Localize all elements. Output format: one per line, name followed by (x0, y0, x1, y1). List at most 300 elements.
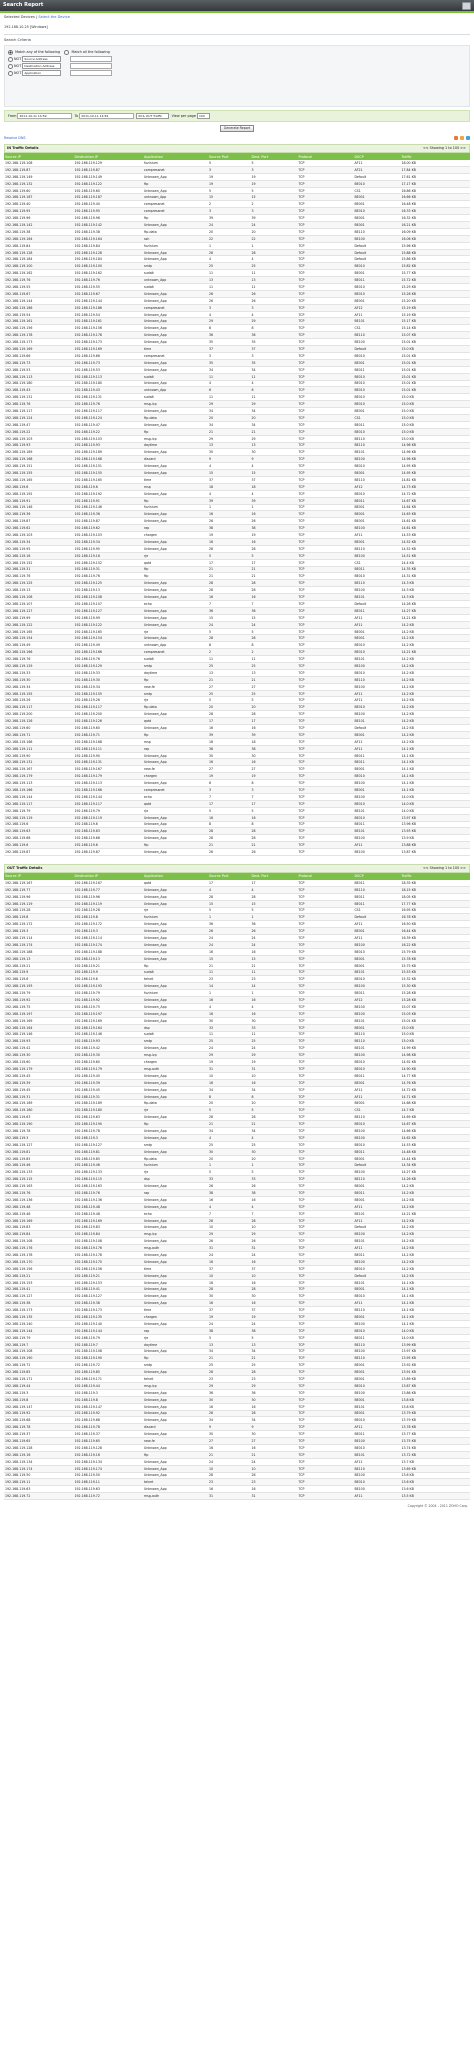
table-cell: TCP (297, 990, 353, 997)
table-cell: 192.168.119.7 (74, 1341, 144, 1348)
table-row (4, 1479, 470, 1486)
table-cell: 192.168.119.53 (4, 366, 74, 373)
table-cell: BE001 (353, 1396, 400, 1403)
table-cell: 192.168.119.173 (4, 339, 74, 346)
export-csv-icon[interactable] (460, 136, 464, 140)
table-row (4, 886, 470, 893)
table-cell: 9 (250, 456, 297, 463)
table-cell: 17 (208, 800, 250, 807)
field-select[interactable]: Application (22, 70, 61, 76)
table-cell: Unknown_App (143, 1045, 208, 1052)
table-cell: 192.168.119.117 (4, 408, 74, 415)
table-row (4, 359, 470, 366)
print-icon[interactable] (462, 2, 471, 10)
table-cell: 192.168.119.128 (4, 1444, 74, 1451)
table-cell: 192.168.119.147 (4, 1403, 74, 1410)
table-cell: TCP (297, 935, 353, 942)
generate-report-button[interactable]: Generate Report (220, 125, 254, 132)
table-cell: Unknown_App (143, 594, 208, 601)
table-cell: 192.168.119.90 (74, 752, 144, 759)
table-cell: TCP (297, 256, 353, 263)
table-cell: TCP (297, 587, 353, 594)
table-cell: 192.168.119.161 (74, 318, 144, 325)
table-row (4, 1148, 470, 1155)
table-cell: 14.2 KB (400, 1203, 470, 1210)
table-cell: 192.168.119.108 (74, 1348, 144, 1355)
table-cell: 39 (250, 731, 297, 738)
table-cell: 5 (208, 160, 250, 166)
table-cell: BE110 (353, 1465, 400, 1472)
table-cell: TCP (297, 1072, 353, 1079)
table-cell: 26 (208, 1183, 250, 1190)
table-cell: 13.5 KB (400, 1493, 470, 1500)
table-cell: 14.2 KB (400, 711, 470, 718)
table-row (4, 1410, 470, 1417)
table-cell: 192.168.119.107 (74, 601, 144, 608)
table-cell: 7 (250, 1210, 297, 1217)
table-cell: 192.168.119.147 (74, 1403, 144, 1410)
column-header[interactable]: Source IP (4, 873, 74, 880)
table-cell: msg-icp (143, 1231, 208, 1238)
table-cell: 7 (250, 793, 297, 800)
field-select[interactable]: Destination Address (22, 63, 61, 69)
table-cell: 37 (250, 346, 297, 353)
table-cell: CS1 (353, 414, 400, 421)
table-cell: 8 (208, 1093, 250, 1100)
table-cell: 192.168.119.16 (74, 1451, 144, 1458)
column-header[interactable]: DSCP (353, 153, 400, 160)
table-cell: 192.168.119.22 (74, 428, 144, 435)
table-cell: msp (143, 738, 208, 745)
to-date-input[interactable]: 2011-10-11 14:59 (79, 113, 134, 119)
table-cell: 192.168.119.166 (4, 649, 74, 656)
table-cell: 192.168.119.42 (74, 1045, 144, 1052)
table-cell: 192.168.119.37 (4, 1431, 74, 1438)
column-header[interactable]: Application (143, 153, 208, 160)
table-cell: TCP (297, 1272, 353, 1279)
table-cell: BE110 (353, 1307, 400, 1314)
table-row (4, 607, 470, 614)
table-row (4, 497, 470, 504)
table-cell: 39 (208, 731, 250, 738)
table-cell: Unknown_App (143, 339, 208, 346)
table-cell: TCP (297, 704, 353, 711)
table-cell: new-fe (143, 683, 208, 690)
table-cell: 14.90 KB (400, 1066, 470, 1073)
view-per-page-label: View per page (171, 114, 196, 118)
table-cell: TCP (297, 1107, 353, 1114)
table-cell: 14.2 KB (400, 663, 470, 670)
table-cell: 15.53 KB (400, 969, 470, 976)
table-cell: 14.2 KB (400, 676, 470, 683)
in-pagination[interactable]: << Showing 1 to 100 >> (422, 146, 466, 150)
table-cell: 21 (208, 1121, 250, 1128)
table-cell: TCP (297, 228, 353, 235)
table-cell: 14.21 KB (400, 649, 470, 656)
table-cell: 192.168.119.111 (4, 745, 74, 752)
table-cell: BE101 (353, 1238, 400, 1245)
table-cell: 7 (208, 1210, 250, 1217)
table-cell: BE100 (353, 849, 400, 856)
table-cell: BE010 (353, 463, 400, 470)
table-cell: 192.168.119.114 (4, 935, 74, 942)
table-row (4, 1431, 470, 1438)
selected-devices-label: Selected Devices (4, 15, 35, 19)
table-cell: 192.168.119.113 (74, 373, 144, 380)
table-cell: 31 (208, 1066, 250, 1073)
table-cell: TCP (297, 1024, 353, 1031)
table-cell: 1 (208, 914, 250, 921)
table-cell: BE110 (353, 1031, 400, 1038)
table-cell: 192.168.119.84 (4, 1231, 74, 1238)
table-cell: 192.168.119.108 (4, 1348, 74, 1355)
table-cell: 192.168.119.174 (74, 1465, 144, 1472)
column-header[interactable]: Source IP (4, 153, 74, 160)
table-cell: 14.1 KB (400, 1293, 470, 1300)
table-cell: 13.74 KB (400, 1444, 470, 1451)
resolve-dns-link[interactable]: Resolve DNS (4, 136, 26, 140)
column-header[interactable]: Traffic (400, 873, 470, 880)
table-cell: BE010 (353, 352, 400, 359)
table-row (4, 325, 470, 332)
table-row (4, 969, 470, 976)
table-cell: TCP (297, 235, 353, 242)
table-cell: TCP (297, 1348, 353, 1355)
table-cell: smtp (143, 1141, 208, 1148)
table-row (4, 311, 470, 318)
table-cell: 5 (208, 187, 250, 194)
table-cell: 192.168.119.60 (4, 187, 74, 194)
table-cell: 15.01 KB (400, 352, 470, 359)
table-cell: 192.168.119.155 (4, 690, 74, 697)
table-cell: Unknown_App (143, 893, 208, 900)
table-cell: 192.168.119.144 (4, 1327, 74, 1334)
table-cell: 14.68 KB (400, 1100, 470, 1107)
table-cell: 192.168.119.127 (4, 1141, 74, 1148)
table-cell: TCP (297, 1190, 353, 1197)
table-cell: 15 (208, 470, 250, 477)
column-header[interactable]: DSCP (353, 873, 400, 880)
table-cell: 24 (250, 941, 297, 948)
table-cell: 192.168.119.126 (74, 718, 144, 725)
table-cell: Unknown_App (143, 1217, 208, 1224)
table-cell: 14.73 KB (400, 483, 470, 490)
table-cell: 192.168.119.165 (4, 628, 74, 635)
table-cell: 28 (208, 587, 250, 594)
table-cell: 192.168.119.99 (74, 614, 144, 621)
table-cell: fuzinium (143, 160, 208, 166)
table-cell: 192.168.119.8 (4, 1396, 74, 1403)
table-cell: TCP (297, 173, 353, 180)
table-cell: 14.1 KB (400, 780, 470, 787)
table-row (4, 1169, 470, 1176)
email-icon[interactable] (466, 136, 470, 140)
table-cell: 14.2 KB (400, 1272, 470, 1279)
table-cell: TCP (297, 1086, 353, 1093)
table-cell: 16.50 KB (400, 921, 470, 928)
table-row (4, 893, 470, 900)
table-cell: TCP (297, 215, 353, 222)
table-cell: 38 (250, 745, 297, 752)
table-cell: 8 (250, 821, 297, 828)
table-cell: 192.168.119.134 (74, 1458, 144, 1465)
table-cell: 13 (250, 277, 297, 284)
table-cell: BE001 (353, 1362, 400, 1369)
table-cell: dsp (143, 1024, 208, 1031)
table-cell: 28 (250, 635, 297, 642)
table-cell: 15.0 KB (400, 401, 470, 408)
table-cell: 15.32 KB (400, 976, 470, 983)
column-header[interactable]: Protocol (297, 153, 353, 160)
table-cell: Default (353, 346, 400, 353)
table-cell: 16 (208, 759, 250, 766)
table-cell: 14.51 KB (400, 552, 470, 559)
table-cell: 192.168.119.91 (74, 497, 144, 504)
table-cell: 13.96 KB (400, 821, 470, 828)
table-cell: Unknown_App (143, 256, 208, 263)
table-cell: msg-icp (143, 1052, 208, 1059)
table-cell: 24 (250, 1458, 297, 1465)
table-cell: TCP (297, 1196, 353, 1203)
table-cell: 36 (208, 921, 250, 928)
table-cell: 192.168.119.168 (4, 456, 74, 463)
not-checkbox[interactable] (8, 71, 13, 76)
column-header[interactable]: Source Port (208, 153, 250, 160)
table-cell: 34 (250, 1128, 297, 1135)
column-header[interactable]: Application (143, 873, 208, 880)
table-cell: 14.27 KB (400, 607, 470, 614)
table-cell: BE110 (353, 886, 400, 893)
table-row (4, 394, 470, 401)
table-cell: ftp (143, 1451, 208, 1458)
table-cell: 15.14 KB (400, 325, 470, 332)
table-cell: 38 (208, 1327, 250, 1334)
table-cell: 192.168.119.179 (74, 1066, 144, 1073)
table-cell: smtp (143, 263, 208, 270)
column-header[interactable]: Destination IP (74, 873, 144, 880)
table-cell: 38 (208, 745, 250, 752)
table-cell: TCP (297, 1121, 353, 1128)
table-cell: 19 (208, 1059, 250, 1066)
table-cell: 1 (250, 1162, 297, 1169)
table-cell: TCP (297, 1224, 353, 1231)
table-row (4, 449, 470, 456)
table-cell: AF11 (353, 1458, 400, 1465)
table-cell: ftp (143, 573, 208, 580)
table-cell: BE010 (353, 800, 400, 807)
table-cell: 192.168.119.200 (74, 711, 144, 718)
table-cell: TCP (297, 635, 353, 642)
table-cell: sudalt (143, 284, 208, 291)
table-cell: 192.168.119.169 (4, 1017, 74, 1024)
table-cell: unknown_App (143, 642, 208, 649)
column-header[interactable]: Source Port (208, 873, 250, 880)
table-row (4, 1031, 470, 1038)
table-cell: 192.168.119.6 (4, 976, 74, 983)
table-cell: 16 (208, 1486, 250, 1493)
table-cell: TCP (297, 690, 353, 697)
table-cell: 11 (208, 284, 250, 291)
table-cell: 1 (208, 504, 250, 511)
table-row (4, 793, 470, 800)
table-cell: 8 (250, 325, 297, 332)
table-cell: 192.168.119.66 (4, 352, 74, 359)
table-cell: BE011 (353, 566, 400, 573)
table-cell: 192.168.119.76 (74, 1190, 144, 1197)
table-cell: 192.168.119.135 (4, 1314, 74, 1321)
table-cell: 5 (250, 1169, 297, 1176)
table-cell: BE100 (353, 1472, 400, 1479)
table-cell: 192.168.119.3 (74, 1389, 144, 1396)
table-row (4, 470, 470, 477)
not-checkbox[interactable] (8, 57, 13, 62)
table-cell: 14.48 KB (400, 1148, 470, 1155)
table-row (4, 676, 470, 683)
table-cell: 15.75 KB (400, 962, 470, 969)
table-cell: 14.2 KB (400, 1183, 470, 1190)
out-pagination[interactable]: << Showing 1 to 100 >> (422, 865, 466, 870)
table-cell: TCP (297, 1458, 353, 1465)
criteria-value-input[interactable] (70, 63, 112, 69)
table-cell: TCP (297, 249, 353, 256)
table-row (4, 656, 470, 663)
table-cell: 13.91 KB (400, 1369, 470, 1376)
match-any-radio[interactable] (8, 50, 13, 55)
table-row (4, 1493, 470, 1500)
table-cell: 14.0 KB (400, 793, 470, 800)
table-cell: 192.168.119.168 (74, 738, 144, 745)
table-cell: Unknown_App (143, 928, 208, 935)
table-cell: 2 (250, 201, 297, 208)
table-cell: 29 (250, 435, 297, 442)
column-header[interactable]: Protocol (297, 873, 353, 880)
table-cell: 28 (250, 1472, 297, 1479)
table-cell: BE010 (353, 976, 400, 983)
table-cell: TCP (297, 421, 353, 428)
table-cell: TCP (297, 1362, 353, 1369)
table-cell: TCP (297, 346, 353, 353)
table-cell: 192.168.119.163 (4, 1183, 74, 1190)
table-cell: BE001 (353, 1410, 400, 1417)
table-cell: 17 (208, 718, 250, 725)
table-row (4, 828, 470, 835)
table-row (4, 821, 470, 828)
table-cell: 192.168.119.40 (4, 201, 74, 208)
table-cell: sudalt (143, 270, 208, 277)
table-cell: 11 (208, 656, 250, 663)
table-cell: unknown_App (143, 277, 208, 284)
table-cell: 21 (208, 573, 250, 580)
table-cell: 13 (250, 669, 297, 676)
table-cell: 192.168.119.167 (4, 766, 74, 773)
table-cell: 14.3 KB (400, 580, 470, 587)
table-cell: 13 (208, 1341, 250, 1348)
match-all-radio[interactable] (64, 50, 69, 55)
table-cell: 192.168.119.131 (74, 759, 144, 766)
table-cell: 16 (250, 997, 297, 1004)
table-cell: 4 (208, 311, 250, 318)
table-cell: 15.03 KB (400, 1010, 470, 1017)
table-cell: rap (143, 1327, 208, 1334)
table-cell: 13 (208, 442, 250, 449)
table-row (4, 249, 470, 256)
table-cell: 14.96 KB (400, 449, 470, 456)
table-cell: 26 (208, 849, 250, 856)
table-cell: BE101 (353, 807, 400, 814)
table-cell: 19 (250, 1314, 297, 1321)
criteria-value-input[interactable] (70, 56, 112, 62)
table-cell: 192.168.119.3 (4, 1389, 74, 1396)
table-cell: 16 (208, 948, 250, 955)
column-header[interactable]: Dest. Port (250, 153, 297, 160)
table-cell: 26 (208, 1238, 250, 1245)
table-cell: 30 (250, 1017, 297, 1024)
table-cell: TCP (297, 793, 353, 800)
table-cell: BE001 (353, 962, 400, 969)
table-cell: TCP (297, 408, 353, 415)
column-header[interactable]: Destination IP (74, 153, 144, 160)
table-cell: TCP (297, 325, 353, 332)
column-header[interactable]: Traffic (400, 153, 470, 160)
table-cell: TCP (297, 380, 353, 387)
select-device-link[interactable]: Select the Device (38, 15, 70, 19)
table-cell: 192.168.119.13 (4, 587, 74, 594)
table-cell: 14.67 KB (400, 497, 470, 504)
not-checkbox[interactable] (8, 64, 13, 69)
table-cell: 13.92 KB (400, 1362, 470, 1369)
table-cell: 192.168.119.144 (74, 1327, 144, 1334)
table-cell: TCP (297, 718, 353, 725)
criteria-value-input[interactable] (70, 70, 112, 76)
table-cell: 16 (208, 1010, 250, 1017)
table-cell: TCP (297, 1389, 353, 1396)
table-cell: 192.168.119.78 (4, 1424, 74, 1431)
column-header[interactable]: Dest. Port (250, 873, 297, 880)
table-cell: 17.17 KB (400, 180, 470, 187)
table-cell: 14.2 KB (400, 1258, 470, 1265)
table-cell: 24 (208, 1045, 250, 1052)
table-cell: 192.168.119.13 (74, 587, 144, 594)
field-select[interactable]: Source Address (22, 56, 61, 62)
table-row (4, 731, 470, 738)
table-cell: TCP (297, 955, 353, 962)
table-cell: 34 (250, 366, 297, 373)
table-cell: Unknown_App (143, 297, 208, 304)
table-cell: 192.168.119.140 (4, 1320, 74, 1327)
table-cell: 17.84 KB (400, 166, 470, 173)
table-cell: BE110 (353, 435, 400, 442)
table-cell: 192.168.119.178 (74, 332, 144, 339)
table-cell: 192.168.119.41 (4, 1286, 74, 1293)
per-page-select[interactable]: 100 (197, 113, 210, 119)
from-date-input[interactable]: 2011-10-11 14:59 (17, 113, 72, 119)
export-pdf-icon[interactable] (454, 136, 458, 140)
table-cell: 15.0 KB (400, 1024, 470, 1031)
table-cell: Unknown_App (143, 1369, 208, 1376)
table-cell: 14.62 KB (400, 1134, 470, 1141)
table-cell: 29 (208, 318, 250, 325)
table-cell: 15.79 KB (400, 948, 470, 955)
table-row (4, 490, 470, 497)
table-cell: 26 (250, 518, 297, 525)
table-cell: 192.168.119.151 (74, 463, 144, 470)
table-cell: 192.168.119.149 (74, 173, 144, 180)
table-cell: msg-icp (143, 435, 208, 442)
table-row (4, 483, 470, 490)
traffic-direction-select[interactable]: IN & OUT Traffic (136, 113, 169, 119)
table-cell: 14.31 KB (400, 573, 470, 580)
table-cell: 20 (208, 704, 250, 711)
